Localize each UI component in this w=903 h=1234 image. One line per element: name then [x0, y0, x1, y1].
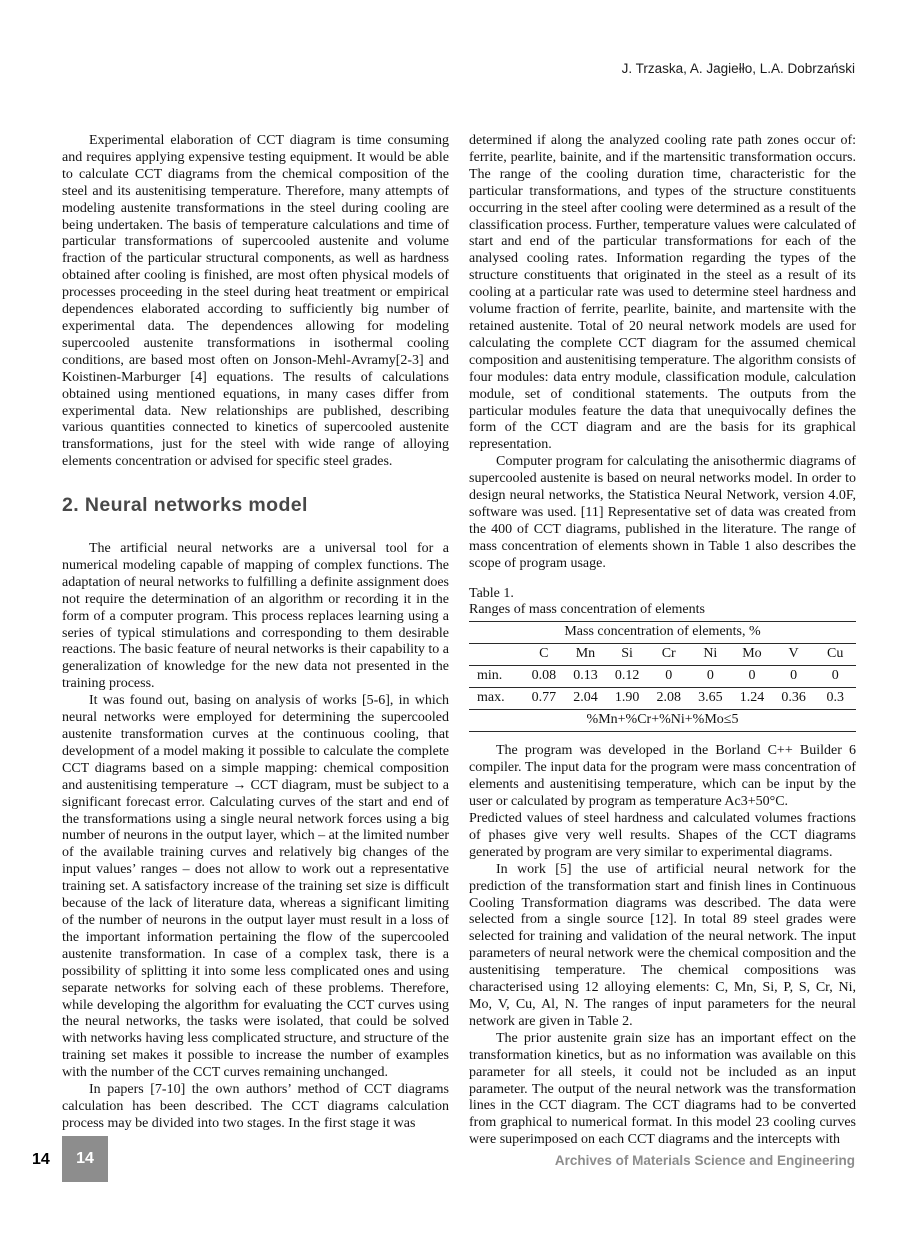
section-heading: 2. Neural networks model	[62, 494, 308, 517]
table-1	[469, 622, 856, 732]
max-si: 1.90	[606, 688, 648, 710]
table-header-si: Si	[606, 644, 648, 666]
max-v: 0.36	[773, 688, 815, 710]
table-span-header: Mass concentration of elements, %	[469, 622, 856, 644]
table-header-mn: Mn	[565, 644, 607, 666]
paragraph-continued: determined if along the analyzed cooling rate path zones occur of: ferrite, pearlite, bainite, and if the martensitic transformation occurs. The range of the cooling duration time, characteristic for the particular transformations, and types of the structure constituents occurring in the steel after cooling were determined as a result of the classification process. Further, temperature values were calculated of start and end of the particular transformations for each of the analysed cooling rates. Information regarding the types of the structure constituents that originated in the steel as a result of its cooling at a particular rate was used to determine steel hardness and volume fraction of ferrite, pearlite, bainite, and martensite with the retained austenite. Total of 20 neural network models are used for calculating the complete CCT diagram for the assumed chemical composition and austenitising temperature. The algorithm consists of four modules: data entry module, classification module, calculation module, set of conditional statements. The outputs from the particular modules feature the data that unequivocally defines the form of the CCT diagram and are the basis for its graphical representation.	[469, 133, 857, 453]
paragraph-ann-intro: The artificial neural networks are a universal tool for a numerical modeling capable of mapping of complex functions. The adaptation of neural networks to fulfilling a definite assignment does not require the determination of an algorithm or recording it in the form of a computer program. This process replaces learning using a series of typical stimulations and corresponding to them desirable reactions. The basic feature of neural networks is their capability to a generalization of knowledge for the new data not presented in the training process.	[62, 541, 449, 692]
table-header-c: C	[523, 644, 565, 666]
row-label-min: min.	[469, 666, 523, 688]
right-column	[469, 133, 856, 1149]
header-authors: J. Trzaska, A. Jagiełło, L.A. Dobrzański	[621, 61, 855, 76]
table-caption-number: Table 1.	[469, 585, 514, 601]
table-caption	[469, 586, 856, 623]
paragraph-intro: Experimental elaboration of CCT diagram is time consuming and requires applying expensive testing equipment. It would be able to calculate CCT diagrams from the chemical composition of the steel and its austenitising temperature. Therefore, many attempts of modeling austenite transformations in the steel during cooling are being undertaken. The basis of temperature calculations and time of particular transformations of supercooled austenite and volume fraction of the particular structural components, as well as hardness obtained after cooling is finished, are most often physical models of processes proceeding in the steel during heat treatment or empirical dependences elaborated according to sufficiently big number of experimental data. The dependences allowing for modeling supercooled austenite transformations in isothermal cooling conditions, are based most often on Jonson-Mehl-Avramy[2-3] and Koistinen-Marburger [4] equations. The results of calculations obtained using mentioned equations, in many cases differ from experimental data. New relationships are published, describing various quantities connected to kinetics of supercooled austenite transformations, just for the steel with wide range of alloying elements concentration or advised for specific steel grades.	[62, 133, 449, 470]
table-header-cr: Cr	[648, 644, 690, 666]
table-row-min	[469, 666, 856, 688]
table-header-cu: Cu	[814, 644, 856, 666]
paragraph-computer-program: Computer program for calculating the anisothermic diagrams of supercooled austenite is based on neural networks model. In order to design neural networks, the Statistica Neural Network, version 4.0F, software was used. [11] Representative set of data was created from the 400 of CCT diagrams, published in the literature. The range of mass concentration of elements shown in Table 1 also describes the scope of program usage.	[469, 454, 856, 571]
min-c: 0.08	[523, 666, 565, 688]
table-header-ni: Ni	[690, 644, 732, 666]
page-number-outer: 14	[32, 1151, 50, 1168]
journal-title: Archives of Materials Science and Engineering	[554, 1153, 855, 1168]
paragraph-papers-7-10: In papers [7-10] the own authors’ method of CCT diagrams calculation has been described. The CCT diagrams calculation process may be divided into two stages. In the first stage it was	[62, 1082, 449, 1131]
left-column	[62, 133, 449, 1133]
max-mn: 2.04	[565, 688, 607, 710]
paragraph-work-5: In work [5] the use of artificial neural network for the prediction of the transformation start and finish lines in Continuous Cooling Transformation diagrams was described. The data were selected from a single source [12]. In total 89 steel grades were selected for training and validation of the neural network. The input parameters of neural network were the chemical composition and the austenitising temperature. The chemical compositions was characterised using 12 alloying elements: C, Mn, Si, P, S, Cr, Ni, Mo, V, Cu, Al, N. The ranges of input parameters for the neural network are given in Table 2.	[469, 861, 856, 1029]
row-label-max: max.	[469, 688, 523, 710]
page-number-box	[62, 1136, 108, 1182]
table-header-mo: Mo	[731, 644, 773, 666]
paragraph-grain-size: The prior austenite grain size has an important effect on the transformation kinetics, but as no information was available on this parameter for all steels, it could not be included as an input parameter. The output of the neural network was the transformation lines in the CCT diagram. The CCT diagrams had to be converted from graphical to numerical format. In this model 23 cooling curves were superimposed on each CCT diagrams and the intercepts with	[469, 1030, 856, 1148]
max-cu: 0.3	[814, 688, 856, 710]
min-cu: 0	[814, 666, 856, 688]
paragraph-predicted-values: Predicted values of steel hardness and calculated volumes fractions of phases give very well results. Shapes of the CCT diagrams generated by program are very similar to experimental diagrams.	[469, 811, 856, 860]
paragraph-works-5-6: It was found out, basing on analysis of works [5-6], in which neural networks were employed for determining the supercooled austenite transformation curves at the continuous cooling, that development of a model making it possible to calculate the complete CCT diagrams based on a simple mapping: chemical composition and austenitising temperature → CCT diagram, must be subject to a significant forecast error. Calculating curves of the start and end of the transformations using a single neural network forces using a big number of neurons in the output layer, which – at the limited number of the available training curves and relatively big changes of the input values’ ranges – does not allow to work out a representative training set. A satisfactory increase of the training set size is difficult because of the lack of literature data, whereas a significant limiting of the number of neurons in the output layer must result in a loss of the important information pertaining the flow of the supercooled austenite transformation. In case of a complex task, there is a possibility of splitting it into some less complicated ones and using separate networks for solving each of these problems. Therefore, while developing the algorithm for evaluating the CCT curves using the neural networks, the tasks were isolated, that could be solved with networks having less complicated structure, and structure of the training set makes it possible to increase the number of examples with the number of the CCT curves remaining unchanged.	[62, 693, 449, 1081]
min-v: 0	[773, 666, 815, 688]
min-mo: 0	[731, 666, 773, 688]
page-number-box-label: 14	[76, 1150, 94, 1167]
max-mo: 1.24	[731, 688, 773, 710]
min-ni: 0	[690, 666, 732, 688]
min-mn: 0.13	[565, 666, 607, 688]
paragraph-borland: The program was developed in the Borland C++ Builder 6 compiler. The input data for the program were mass concentration of elements and austenitising temperature, which can be input by the user or calculated by program as temperature Ac3+50°C.	[469, 743, 856, 810]
min-cr: 0	[648, 666, 690, 688]
table-header-v: V	[773, 644, 815, 666]
table-formula-row	[469, 710, 856, 732]
max-ni: 3.65	[690, 688, 732, 710]
table-span-header-row	[469, 622, 856, 644]
table-header-blank	[469, 644, 523, 666]
table-caption-title: Ranges of mass concentration of elements	[469, 602, 856, 622]
table-element-header-row	[469, 644, 856, 666]
max-c: 0.77	[523, 688, 565, 710]
min-si: 0.12	[606, 666, 648, 688]
max-cr: 2.08	[648, 688, 690, 710]
table-formula: %Mn+%Cr+%Ni+%Mo≤5	[469, 710, 856, 732]
table-row-max	[469, 688, 856, 710]
